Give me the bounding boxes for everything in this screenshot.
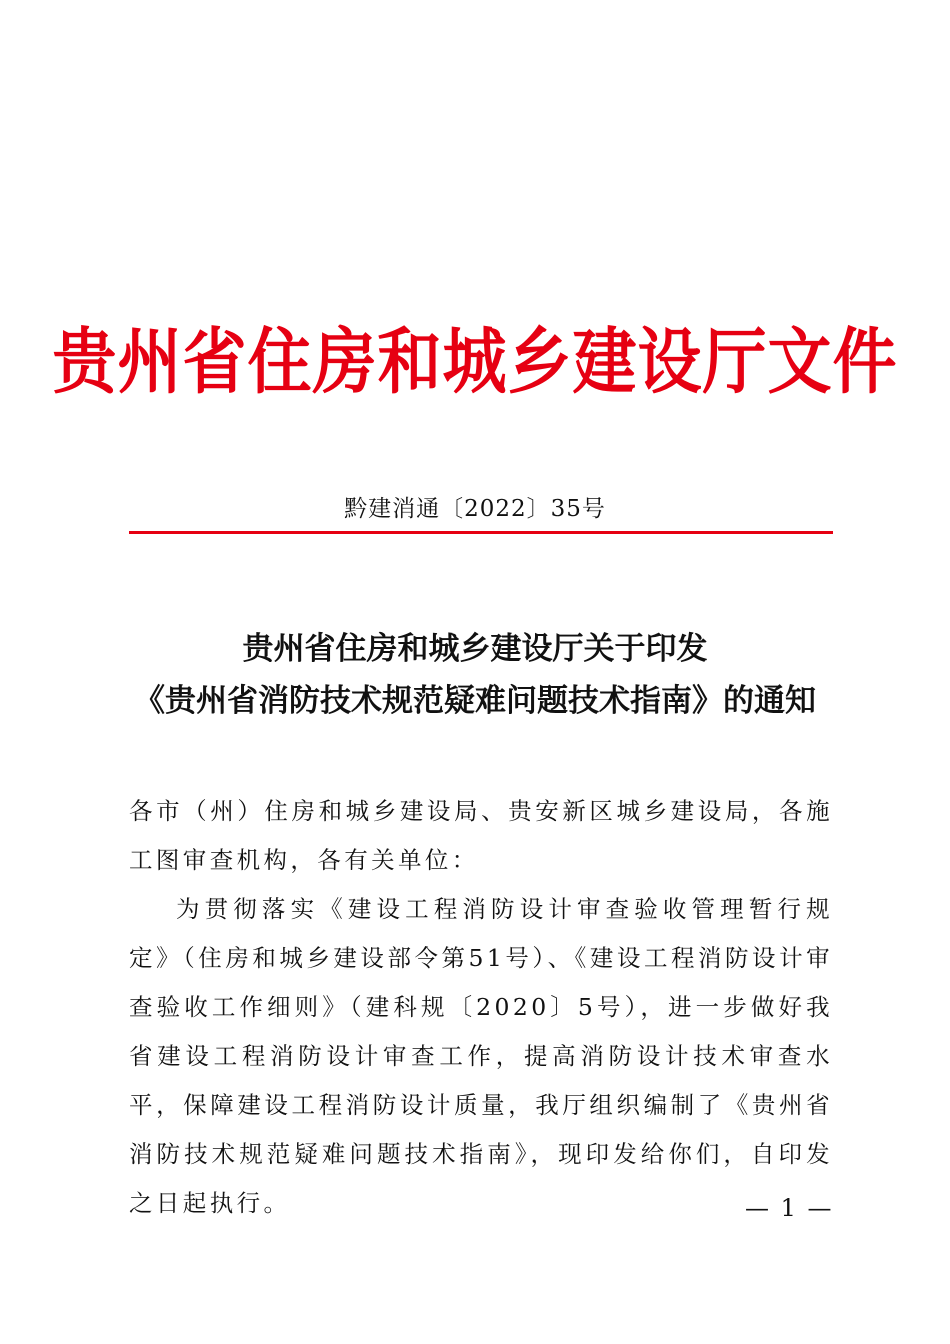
notice-title-line-1: 贵州省住房和城乡建设厅关于印发 <box>242 631 708 667</box>
addressee: 各市（州）住房和城乡建设局、贵安新区城乡建设局，各施工图审查机构，各有关单位： <box>129 797 833 874</box>
document-header-title: 贵州省住房和城乡建设厅文件 <box>52 320 898 405</box>
notice-body <box>129 787 833 1228</box>
page-number: — 1 — <box>745 1194 834 1222</box>
body-paragraph: 为贯彻落实《建设工程消防设计审查验收管理暂行规定》（住房和城乡建设部令第51号）、《建设工程消防设计审查验收工作细则》（建科规〔2020〕5号），进一步做好我省建设工程消防设计审查工作，提高消防设计技术审查水平，保障建设工程消防设计质量，我厅组织编制了《贵州省消防技术规范疑难问题技术指南》，现印发给你们，自印发之日起执行。 <box>129 895 833 1217</box>
notice-title <box>0 623 950 727</box>
document-number: 黔建消通〔2022〕35号 <box>344 496 606 522</box>
notice-title-line-2: 《贵州省消防技术规范疑难问题技术指南》的通知 <box>134 683 816 719</box>
red-separator-line <box>129 531 833 534</box>
